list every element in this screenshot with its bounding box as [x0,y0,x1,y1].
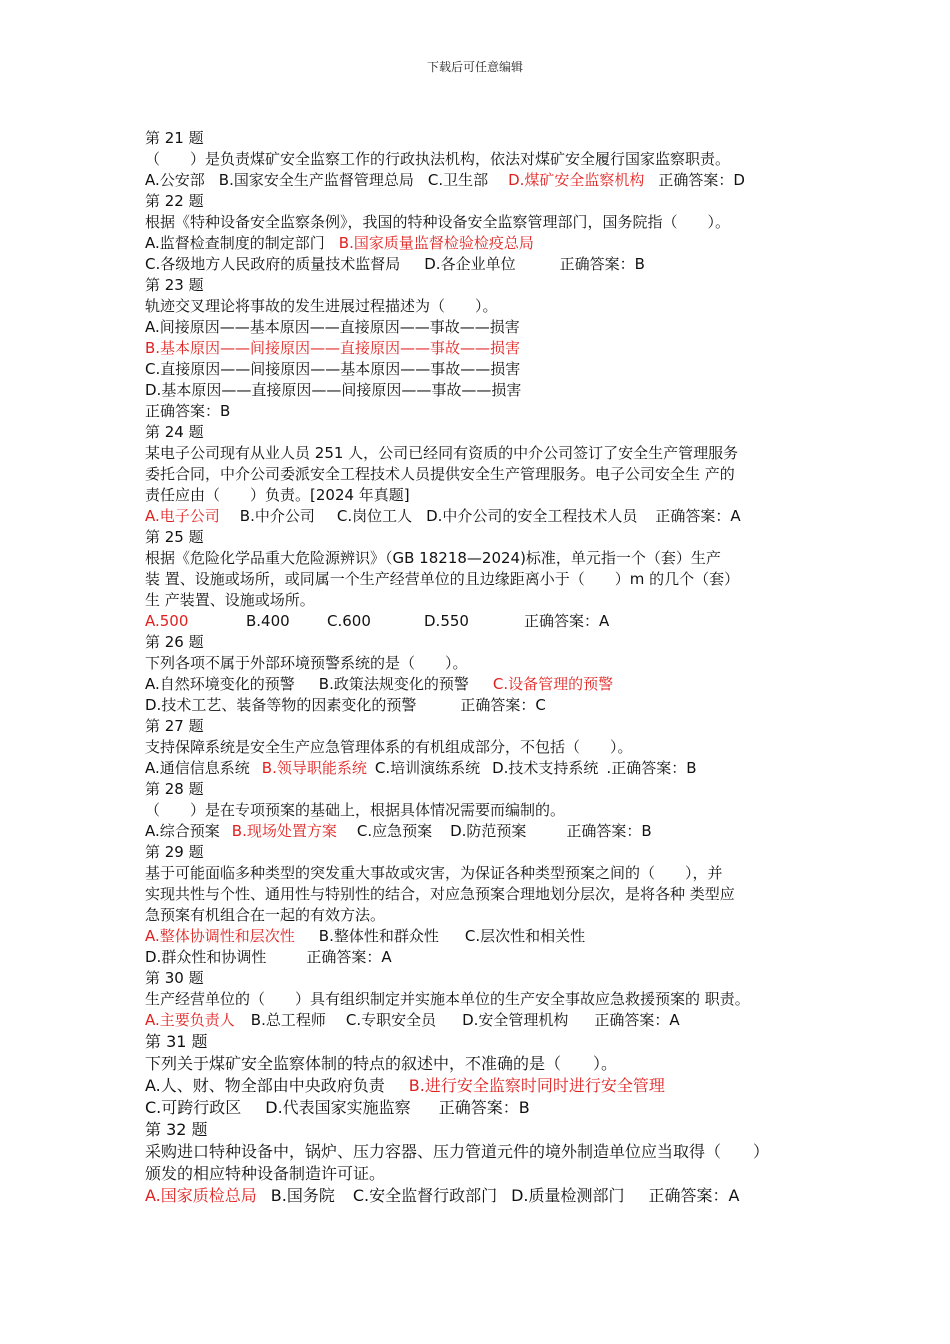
question-title: 第 21 题 [145,129,204,147]
question-options [145,821,825,842]
option-b: B.政策法规变化的预警 [318,675,469,693]
question-stem: 委托合同，中介公司委派安全工程技术人员提供安全生产管理服务。电子公司安全生 产的 [145,465,735,483]
question-options [145,758,825,779]
question-stem: 根据《特种设备安全监察条例》，我国的特种设备安全监察管理部门，国务院指（ ）。 [145,213,731,231]
option-b-correct: B.国家质量监督检验检疫总局 [338,234,534,252]
question-title: 第 29 题 [145,843,204,861]
option-d: D.技术支持系统 [492,759,599,777]
question-options [145,947,825,968]
option-b: B.国家安全生产监督管理总局 [218,171,414,189]
option-d: D.中介公司的安全工程技术人员 [426,507,638,525]
option-c: C.层次性和相关性 [464,927,586,945]
question-stem: 下列各项不属于外部环境预警系统的是（ ）。 [145,654,468,672]
option-b: B.总工程师 [250,1011,326,1029]
option-b-correct: B.基本原因——间接原因——直接原因——事故——损害 [145,339,521,357]
answer: 正确答案：C [460,696,546,714]
page-header: 下载后可任意编辑 [426,60,523,74]
question-stem: 实现共性与个性、通用性与特别性的结合，对应急预案合理地划分层次，是将各种 类型应 [145,885,735,903]
question-title: 第 25 题 [145,528,204,546]
option-a-correct: A.主要负责人 [145,1011,235,1029]
question-stem: 颁发的相应特种设备制造许可证。 [145,1164,386,1183]
option-c: C.专职安全员 [345,1011,437,1029]
option-b: B.国务院 [270,1186,335,1205]
question-stem: 某电子公司现有从业人员 251 人，公司已经同有资质的中介公司签订了安全生产管理服务 [145,444,739,462]
question-options [145,1097,825,1119]
answer: 正确答案：B [438,1098,530,1117]
option-a-correct: A.电子公司 [145,507,220,525]
question-stem: 装 置、设施或场所，或同属一个生产经营单位的且边缘距离小于（ ）m 的几个（套） [145,570,740,588]
option-a: A.人、财、物全部由中央政府负责 [145,1076,385,1095]
answer: 正确答案：A [306,948,392,966]
answer: 正确答案：B [145,402,231,420]
option-a: A.间接原因——基本原因——直接原因——事故——损害 [145,318,520,336]
answer: 正确答案：A [655,507,741,525]
option-b: B.整体性和群众性 [318,927,439,945]
question-title: 第 26 题 [145,633,204,651]
option-a: A.监督检查制度的制定部门 [145,234,325,252]
answer: 正确答案：B [566,822,652,840]
question-title: 第 28 题 [145,780,204,798]
option-a: A.公安部 [145,171,205,189]
option-c: C.600 [327,612,371,630]
option-d: D.基本原因——直接原因——间接原因——事故——损害 [145,381,522,399]
option-a: A.自然环境变化的预警 [145,675,295,693]
question-options [145,674,825,695]
answer: 正确答案：A [648,1186,740,1205]
option-c: C.培训演练系统 [374,759,481,777]
question-options [145,1185,825,1207]
option-d: D.技术工艺、装备等物的因素变化的预警 [145,696,417,714]
question-stem: 基于可能面临多种类型的突发重大事故或灾害，为保证各种类型预案之间的（ ），并 [145,864,723,882]
question-stem: 责任应由（ ）负责。[2024 年真题] [145,486,410,504]
option-c: C.安全监督行政部门 [352,1186,498,1205]
question-title: 第 22 题 [145,192,204,210]
option-a-correct: A.国家质检总局 [145,1186,257,1205]
option-a-correct: A.整体协调性和层次性 [145,927,295,945]
question-options [145,233,825,254]
question-stem: 生 产装置、设施或场所。 [145,591,315,609]
question-title: 第 30 题 [145,969,204,987]
question-stem: 急预案有机组合在一起的有效方法。 [145,906,386,924]
question-stem: 生产经营单位的（ ）具有组织制定并实施本单位的生产安全事故应急救援预案的 职责。 [145,990,750,1008]
option-b: B.400 [246,612,290,630]
question-options [145,506,825,527]
question-options [145,170,825,191]
option-c-correct: C.设备管理的预警 [492,675,614,693]
question-stem: 采购进口特种设备中，锅炉、压力容器、压力管道元件的境外制造单位应当取得（ ） [145,1142,770,1161]
option-c: C.可跨行政区 [145,1098,242,1117]
option-b-correct: B.现场处置方案 [231,822,337,840]
question-stem: 根据《危险化学品重大危险源辨识》（GB 18218—2024)标准，单元指一个（套）生产 [145,549,721,567]
question-stem: 下列关于煤矿安全监察体制的特点的叙述中，不准确的是（ ）。 [145,1054,618,1073]
question-stem: （ ）是负责煤矿安全监察工作的行政执法机构，依法对煤矿安全履行国家监察职责。 [145,150,731,168]
answer: 正确答案：B [559,255,645,273]
question-title: 第 23 题 [145,276,204,294]
question-stem: 轨迹交叉理论将事故的发生进展过程描述为（ ）。 [145,297,498,315]
option-a: A.通信信息系统 [145,759,250,777]
option-c: C.直接原因——间接原因——基本原因——事故——损害 [145,360,521,378]
answer: .正确答案：B [606,759,697,777]
question-title: 第 24 题 [145,423,204,441]
question-options [145,926,825,947]
option-b: B.中介公司 [239,507,315,525]
answer: 正确答案：D [658,171,745,189]
option-a: A.综合预案 [145,822,220,840]
option-c: C.岗位工人 [336,507,413,525]
option-d: D.550 [424,612,469,630]
option-d: D.安全管理机构 [462,1011,569,1029]
option-d: D.防范预案 [450,822,527,840]
option-d-correct: D.煤矿安全监察机构 [508,171,645,189]
answer: 正确答案：A [524,612,610,630]
question-list [145,128,825,1207]
option-d: D.质量检测部门 [511,1186,625,1205]
option-b-correct: B.领导职能系统 [261,759,367,777]
option-a-correct: A.500 [145,612,189,630]
option-b-correct: B.进行安全监察时同时进行安全管理 [408,1076,665,1095]
question-stem: （ ）是在专项预案的基础上，根据具体情况需要而编制的。 [145,801,566,819]
question-title: 第 27 题 [145,717,204,735]
question-stem: 支持保障系统是安全生产应急管理体系的有机组成部分，不包括（ ）。 [145,738,633,756]
option-d: D.群众性和协调性 [145,948,267,966]
question-options [145,1075,825,1097]
question-options [145,1010,825,1031]
question-options [145,611,825,632]
question-group-large [145,1031,825,1207]
question-options [145,254,825,275]
option-d: D.代表国家实施监察 [265,1098,411,1117]
option-d: D.各企业单位 [424,255,516,273]
option-c: C.卫生部 [427,171,489,189]
option-c: C.应急预案 [356,822,433,840]
question-options [145,695,825,716]
question-title: 第 31 题 [145,1032,208,1051]
answer: 正确答案：A [594,1011,680,1029]
question-title: 第 32 题 [145,1120,208,1139]
option-c: C.各级地方人民政府的质量技术监督局 [145,255,401,273]
